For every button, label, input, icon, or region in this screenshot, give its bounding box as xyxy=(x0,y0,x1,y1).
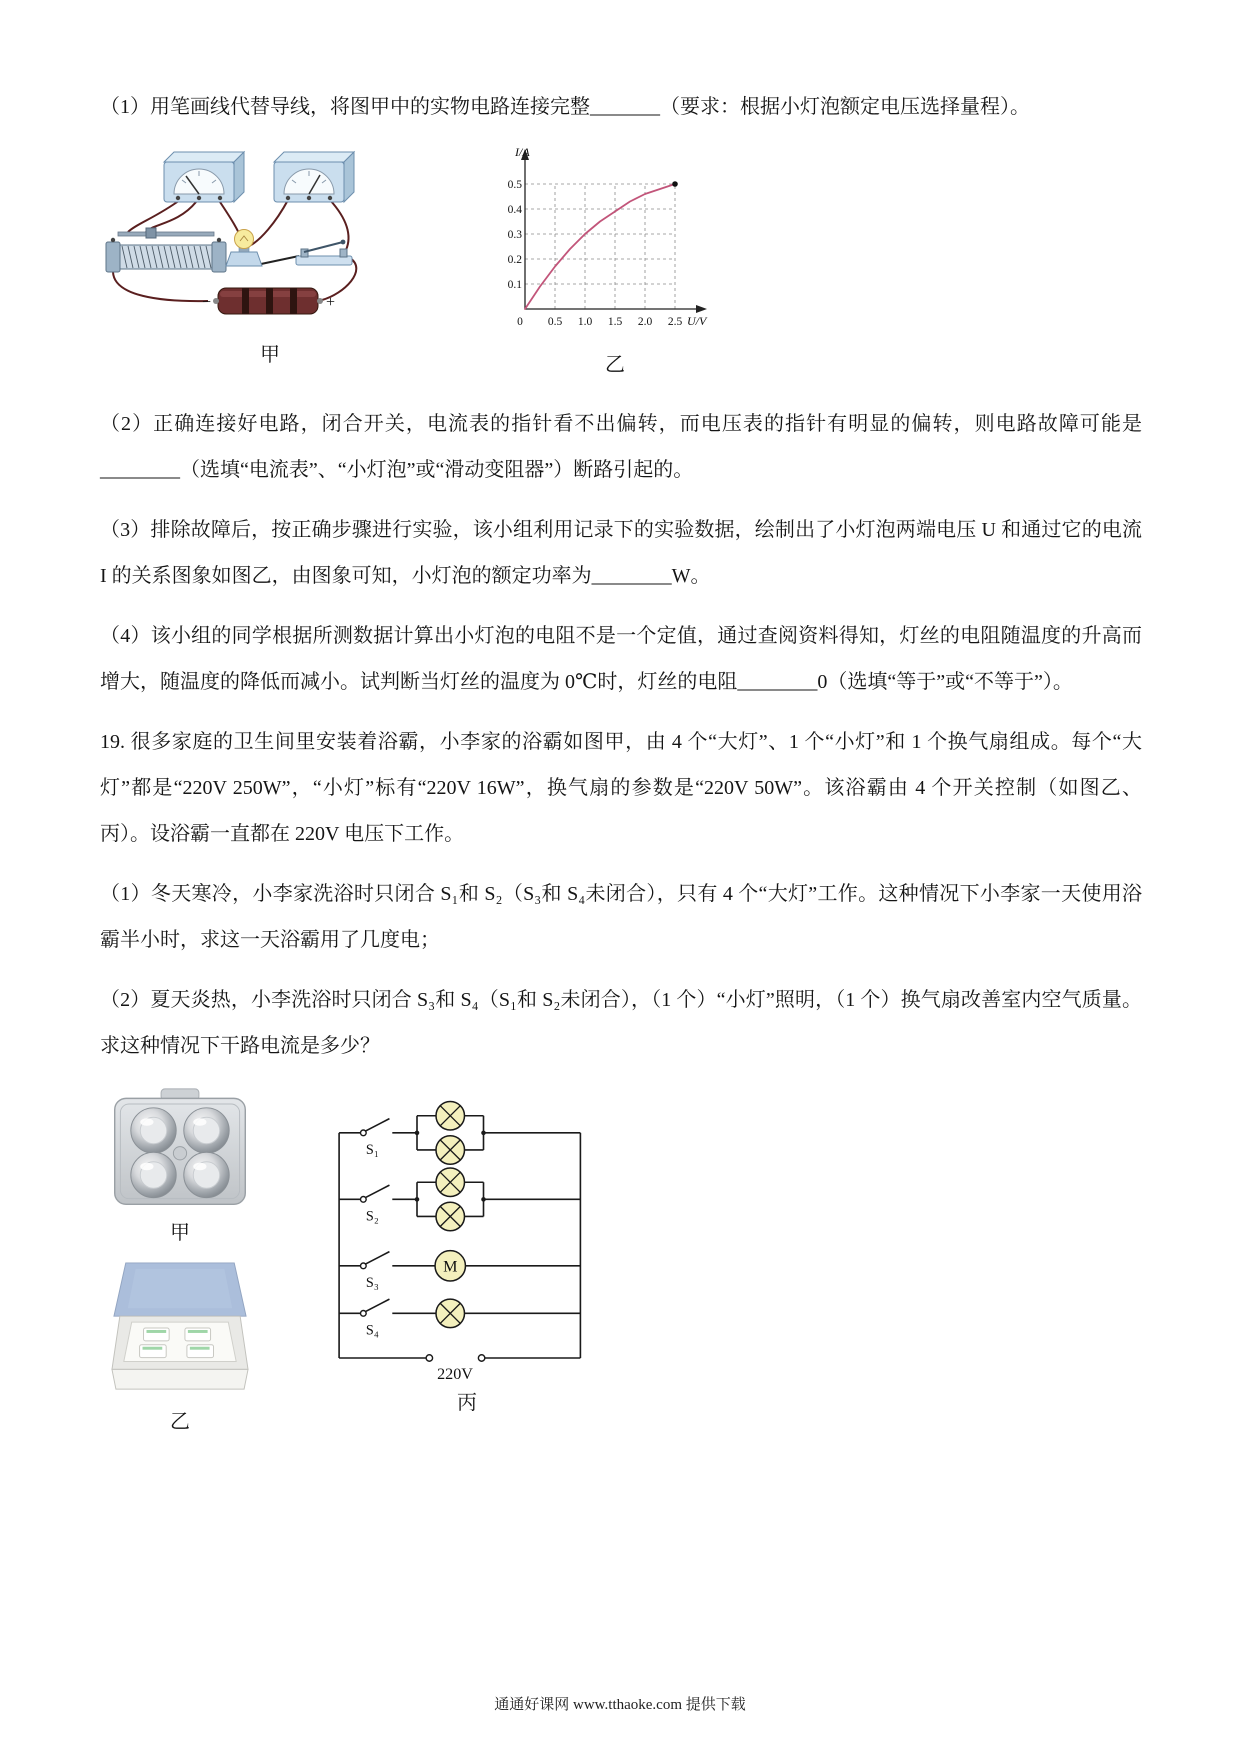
voltage-label: 220V xyxy=(437,1365,473,1382)
figure-bathroom-heater xyxy=(100,1087,1142,1448)
iv-curve xyxy=(525,184,675,309)
figure-label-switch: 乙 xyxy=(170,1411,190,1433)
knife-switch-icon xyxy=(296,240,352,265)
axes xyxy=(525,156,701,309)
figure-label-yi: 乙 xyxy=(605,354,625,376)
svg-text:0.5: 0.5 xyxy=(547,316,563,328)
svg-text:0.5: 0.5 xyxy=(507,179,522,191)
switch-icon-s4 xyxy=(360,1311,366,1317)
y-ticks xyxy=(508,179,523,291)
source-terminal-left xyxy=(426,1355,432,1361)
iv-graph-figure xyxy=(495,144,735,377)
y-axis-label: I/A xyxy=(515,145,530,159)
lamp-icon xyxy=(436,1299,465,1328)
switch-box-photo xyxy=(106,1259,254,1399)
svg-text:S₃: S₃ xyxy=(365,1274,379,1291)
curve-endpoint xyxy=(672,181,678,187)
x-ticks xyxy=(548,316,683,328)
lamp-symbols xyxy=(436,1102,465,1328)
iv-graph xyxy=(495,144,730,344)
figure-label-circuit: 丙 xyxy=(457,1392,477,1414)
ammeter-icon xyxy=(164,152,244,202)
battery-icon xyxy=(202,288,335,314)
q19-part1: （1）冬天寒冷，小李家洗浴时只闭合 S₁和 S₂（S₃和 S₄未闭合），只有 4 个“大灯”工作。这种情况下小李家一天使用浴霸半小时，求这一天浴霸用了几度电； xyxy=(100,883,1142,951)
figure-circuit-and-graph xyxy=(100,144,1142,377)
real-circuit-figure xyxy=(100,144,440,367)
motor-icon xyxy=(435,1251,465,1281)
x-axis-arrow xyxy=(696,305,707,313)
svg-text:0.2: 0.2 xyxy=(507,254,522,266)
lamp-icon xyxy=(436,1202,465,1231)
q18-part4: （4）该小组的同学根据所测数据计算出小灯泡的电阻不是一个定值，通过查阅资料得知，灯丝的电阻随温度的升高而增大，随温度的降低而减小。试判断当灯丝的温度为 0℃时，灯丝的电阻________0（选填“等于”或“不等于”）。 xyxy=(100,625,1142,693)
switch-icon-s2 xyxy=(360,1197,366,1203)
battery-plus-label: + xyxy=(326,294,336,311)
battery-minus-label: − xyxy=(202,294,212,311)
svg-text:2.0: 2.0 xyxy=(637,316,653,328)
svg-text:1.0: 1.0 xyxy=(577,316,593,328)
svg-text:1.5: 1.5 xyxy=(607,316,623,328)
heater-photo xyxy=(109,1087,251,1210)
gridlines xyxy=(525,184,675,309)
svg-text:0.4: 0.4 xyxy=(507,204,522,216)
heater-center-hub xyxy=(173,1147,186,1160)
motor-label: M xyxy=(443,1258,458,1276)
svg-text:2.5: 2.5 xyxy=(667,316,683,328)
switch-icon-s3 xyxy=(360,1263,366,1269)
figure-label-jia: 甲 xyxy=(260,344,280,366)
x-axis-label: U/V xyxy=(687,314,707,328)
q19-intro: 19. 很多家庭的卫生间里安装着浴霸，小李家的浴霸如图甲，由 4 个“大灯”、1 个“小灯”和 1 个换气扇组成。每个“大灯”都是“220V 250W”，“小灯”标有“220V 16W”，换气扇的参数是“220V 50W”。该浴霸由 4 个开关控制（如图乙、丙）。设浴霸一直都在 220V 电压下工作。 xyxy=(100,731,1142,845)
svg-text:S₄: S₄ xyxy=(365,1322,379,1339)
photos-column xyxy=(100,1087,260,1448)
svg-text:0.3: 0.3 xyxy=(507,229,522,241)
lamp-icon xyxy=(436,1136,465,1165)
circuit-diagram-figure xyxy=(322,1087,612,1448)
origin-tick: 0 xyxy=(517,316,523,328)
bulb-icon xyxy=(226,230,262,267)
q19-part2: （2）夏天炎热，小李洗浴时只闭合 S₃和 S₄（S₁和 S₂未闭合），（1 个）“小灯”照明，（1 个）换气扇改善室内空气质量。求这种情况下干路电流是多少？ xyxy=(100,989,1142,1057)
lamp-icon xyxy=(436,1168,465,1197)
circuit-diagram xyxy=(322,1087,607,1382)
rheostat-icon xyxy=(106,228,226,272)
lamp-icon xyxy=(436,1102,465,1131)
q18-part1: （1）用笔画线代替导线，将图甲中的实物电路连接完整_______（要求：根据小灯泡额定电压选择量程）。 xyxy=(100,96,1030,118)
real-circuit-drawing xyxy=(100,144,430,334)
page-footer: 通通好课网 www.tthaoke.com 提供下载 xyxy=(494,1697,746,1713)
svg-text:S₁: S₁ xyxy=(365,1141,379,1158)
q18-part2: （2）正确连接好电路，闭合开关，电流表的指针看不出偏转，而电压表的指针有明显的偏转，则电路故障可能是________（选填“电流表”、“小灯泡”或“滑动变阻器”）断路引起的。 xyxy=(100,413,1142,481)
switch-icon-s1 xyxy=(360,1130,366,1136)
source-terminal-right xyxy=(478,1355,484,1361)
wire-black xyxy=(261,256,299,264)
svg-text:S₂: S₂ xyxy=(365,1208,379,1225)
svg-text:0.1: 0.1 xyxy=(507,279,522,291)
figure-label-heater: 甲 xyxy=(170,1222,190,1244)
voltmeter-icon xyxy=(274,152,354,202)
q18-part3: （3）排除故障后，按正确步骤进行实验，该小组利用记录下的实验数据，绘制出了小灯泡两端电压 U 和通过它的电流 I 的关系图象如图乙，由图象可知，小灯泡的额定功率为________W。 xyxy=(100,519,1142,587)
